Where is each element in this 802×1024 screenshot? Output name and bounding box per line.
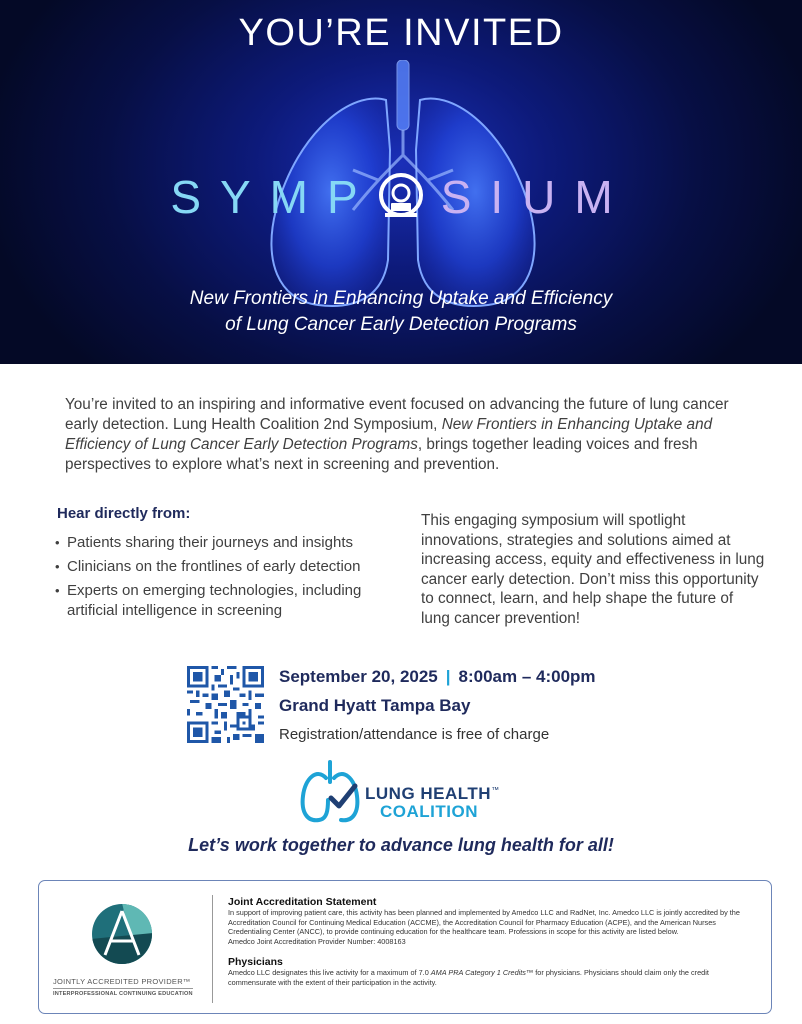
tagline: Let’s work together to advance lung health for all! bbox=[188, 835, 614, 855]
physicians-text bbox=[228, 968, 758, 987]
symposium-left: SYMP bbox=[170, 171, 377, 223]
joint-accreditation-text: In support of improving patient care, this activity has been planned and implemented by Amedco LLC and RadNet, Inc. Amedco LLC is jointly accredited by the Accreditation Council for Continuing Medical Education (ACCME), the Accreditation Council for Pharmacy Education (ACPE), and the American Nurses Credentialing Center (ANCC), to provide continuing education for the healthcare team. Professions in scope for this activity are listed below. bbox=[228, 908, 740, 936]
spotlight-paragraph: This engaging symposium will spotlight innovations, strategies and solutions aimed at increasing access, equity and effectiveness in lung cancer early detection. Don’t miss this opportunity to connect, learn, and help shape the future of lung cancer prevention! bbox=[421, 512, 765, 627]
physicians-heading: Physicians bbox=[228, 956, 283, 968]
provider-label: JOINTLY ACCREDITED PROVIDER™ bbox=[53, 977, 191, 986]
event-date-time bbox=[279, 667, 596, 687]
vertical-divider bbox=[212, 895, 213, 1003]
registration-note: Registration/attendance is free of charge bbox=[279, 726, 550, 743]
accreditation-box bbox=[38, 880, 772, 1014]
event-venue: Grand Hyatt Tampa Bay bbox=[279, 696, 471, 715]
hero-banner bbox=[0, 0, 802, 364]
registration-qr-code[interactable] bbox=[187, 666, 264, 743]
invited-heading: YOU’RE INVITED bbox=[238, 12, 564, 54]
subtitle-line-1: New Frontiers in Enhancing Uptake and Efficiency bbox=[189, 288, 613, 309]
logo-text-line-2: COALITION bbox=[380, 802, 478, 821]
intro-text-2: , brings together leading voices and fresh perspectives to explore what’s next in screening and prevention. bbox=[65, 436, 698, 473]
symposium-wordmark bbox=[0, 170, 802, 224]
provider-sublabel: INTERPROFESSIONAL CONTINUING EDUCATION bbox=[53, 991, 193, 997]
list-item: • Patients sharing their journeys and insights bbox=[55, 533, 405, 553]
provider-number: Amedco Joint Accreditation Provider Number: 4008163 bbox=[228, 936, 406, 946]
joint-accreditation-heading: Joint Accreditation Statement bbox=[228, 896, 377, 908]
list-item: • Clinicians on the frontlines of early detection bbox=[55, 557, 405, 577]
event-date: September 20, 2025 bbox=[279, 667, 438, 686]
physicians-text-2: for physicians. Physicians should claim only the credit commensurate with the extent of their participation in the activity. bbox=[228, 968, 709, 987]
subtitle-line-2: of Lung Cancer Early Detection Programs bbox=[225, 314, 577, 335]
trademark: ™ bbox=[491, 785, 500, 795]
physicians-text-1: Amedco LLC designates this live activity for a maximum of 7.0 bbox=[228, 968, 431, 977]
logo-line-1-text: LUNG HEALTH bbox=[365, 784, 492, 803]
scanner-icon bbox=[377, 171, 425, 221]
event-time: 8:00am – 4:00pm bbox=[458, 667, 596, 686]
separator: | bbox=[445, 667, 451, 686]
intro-italic-title: New Frontiers in Enhancing Uptake and Efficiency of Lung Cancer Early Detection Programs bbox=[65, 416, 713, 453]
lung-health-logo-icon bbox=[299, 760, 361, 824]
speaker-list bbox=[55, 533, 405, 625]
credits-italic: AMA PRA Category 1 Credits™ bbox=[430, 968, 534, 977]
list-item: • Experts on emerging technologies, including artificial intelligence in screening bbox=[55, 581, 405, 621]
logo-text-line-1 bbox=[365, 784, 500, 804]
intro-text-1: You’re invited to an inspiring and informative event focused on advancing the future of lung cancer early detection. Lung Health Coalition 2nd Symposium, bbox=[65, 396, 729, 433]
intro-paragraph bbox=[65, 395, 745, 475]
jointly-accredited-logo bbox=[91, 903, 153, 965]
hear-heading: Hear directly from: bbox=[57, 505, 191, 522]
provider-rule bbox=[53, 988, 193, 989]
accreditation-text bbox=[228, 896, 758, 987]
symposium-right: SIUM bbox=[440, 171, 632, 223]
event-subtitle bbox=[0, 286, 802, 338]
